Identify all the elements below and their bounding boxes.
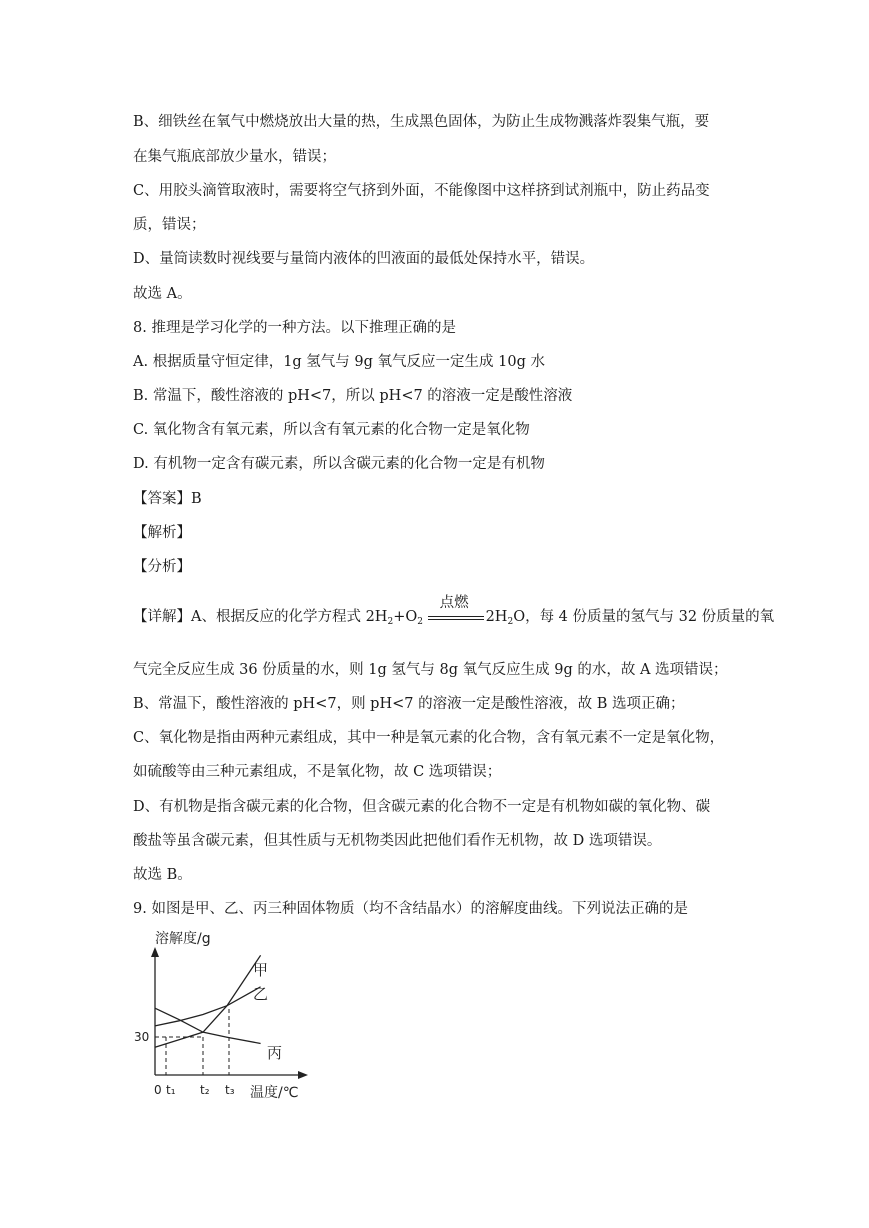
x-axis-arrow	[298, 1071, 308, 1079]
q8-conclusion: 故选 B。	[133, 867, 192, 883]
q7-conclusion: 故选 A。	[133, 286, 192, 302]
equation-product: 2H	[485, 609, 508, 625]
y-axis-arrow	[151, 947, 159, 957]
q7-option-b-line1: B、细铁丝在氧气中燃烧放出大量的热，生成黑色固体，为防止生成物溅落炸裂集气瓶，要	[133, 114, 710, 130]
legend-yi: 乙	[253, 985, 269, 1003]
o2-subscript: 2	[417, 617, 423, 627]
q8-option-d: D. 有机物一定含有碳元素，所以含碳元素的化合物一定是有机物	[133, 456, 545, 472]
equation-plus: +O	[393, 609, 418, 625]
legend-jia: 甲	[253, 961, 269, 979]
x-axis-label: 温度/℃	[250, 1085, 299, 1101]
series-yi-curve	[155, 987, 261, 1026]
x-tick-t1: t₁	[166, 1083, 176, 1097]
series-bing-curve	[155, 1008, 261, 1043]
q8-question: 8. 推理是学习化学的一种方法。以下推理正确的是	[133, 320, 456, 336]
x-tick-t3: t₃	[225, 1083, 235, 1097]
origin-label: 0	[154, 1083, 162, 1097]
y-axis-label: 溶解度/g	[155, 931, 211, 947]
q9-question: 9. 如图是甲、乙、丙三种固体物质（均不含结晶水）的溶解度曲线。下列说法正确的是	[133, 901, 688, 917]
q7-option-d-line: D、量筒读数时视线要与量筒内液体的凹液面的最低处保持水平，错误。	[133, 251, 595, 267]
q8-fenxi-label: 【分析】	[133, 559, 191, 575]
q8-answer: 【答案】B	[133, 491, 202, 507]
q8-analysis-label: 【解析】	[133, 525, 191, 541]
reaction-arrow	[428, 595, 486, 627]
q7-option-c-line1: C、用胶头滴管取液时，需要将空气挤到外面，不能像图中这样挤到试剂瓶中，防止药品变	[133, 183, 710, 199]
q8-detail-line1	[133, 595, 775, 632]
reaction-condition: 点燃	[439, 595, 469, 611]
q8-option-b: B. 常温下，酸性溶液的 pH<7，所以 pH<7 的溶液一定是酸性溶液	[133, 388, 573, 404]
equation-tail: O，每 4 份质量的氢气与 32 份质量的氧	[513, 609, 775, 625]
q7-option-c-line2: 质，错误；	[133, 217, 206, 233]
product-subscript: 2	[507, 617, 514, 627]
q7-option-b-line2: 在集气瓶底部放少量水，错误；	[133, 149, 336, 165]
h2-subscript: 2	[387, 617, 394, 627]
equation-prefix: 【详解】A、根据反应的化学方程式 2H	[133, 609, 388, 625]
q8-detail-d1: D、有机物是指含碳元素的化合物，但含碳元素的化合物不一定是有机物如碳的氧化物、碳	[133, 799, 711, 815]
q8-detail-c1: C、氧化物是指由两种元素组成，其中一种是氧元素的化合物，含有氧元素不一定是氧化物，	[133, 730, 725, 746]
q8-detail-b: B、常温下，酸性溶液的 pH<7，则 pH<7 的溶液一定是酸性溶液，故 B 选项正确；	[133, 696, 685, 712]
y-tick-30: 30	[134, 1030, 150, 1044]
legend-bing: 丙	[267, 1044, 283, 1062]
solubility-chart	[134, 925, 320, 1105]
q8-option-c: C. 氧化物含有氧元素，所以含有氧元素的化合物一定是氧化物	[133, 422, 530, 438]
x-tick-t2: t₂	[200, 1083, 210, 1097]
q8-detail-d2: 酸盐等虽含碳元素，但其性质与无机物类因此把他们看作无机物，故 D 选项错误。	[133, 833, 662, 849]
q8-detail-line2: 气完全反应生成 36 份质量的水，则 1g 氢气与 8g 氧气反应生成 9g 的水，故 A 选项错误；	[133, 662, 728, 678]
q8-option-a: A. 根据质量守恒定律，1g 氢气与 9g 氧气反应一定生成 10g 水	[133, 354, 545, 370]
q8-detail-c2: 如硫酸等由三种元素组成，不是氧化物，故 C 选项错误；	[133, 764, 502, 780]
